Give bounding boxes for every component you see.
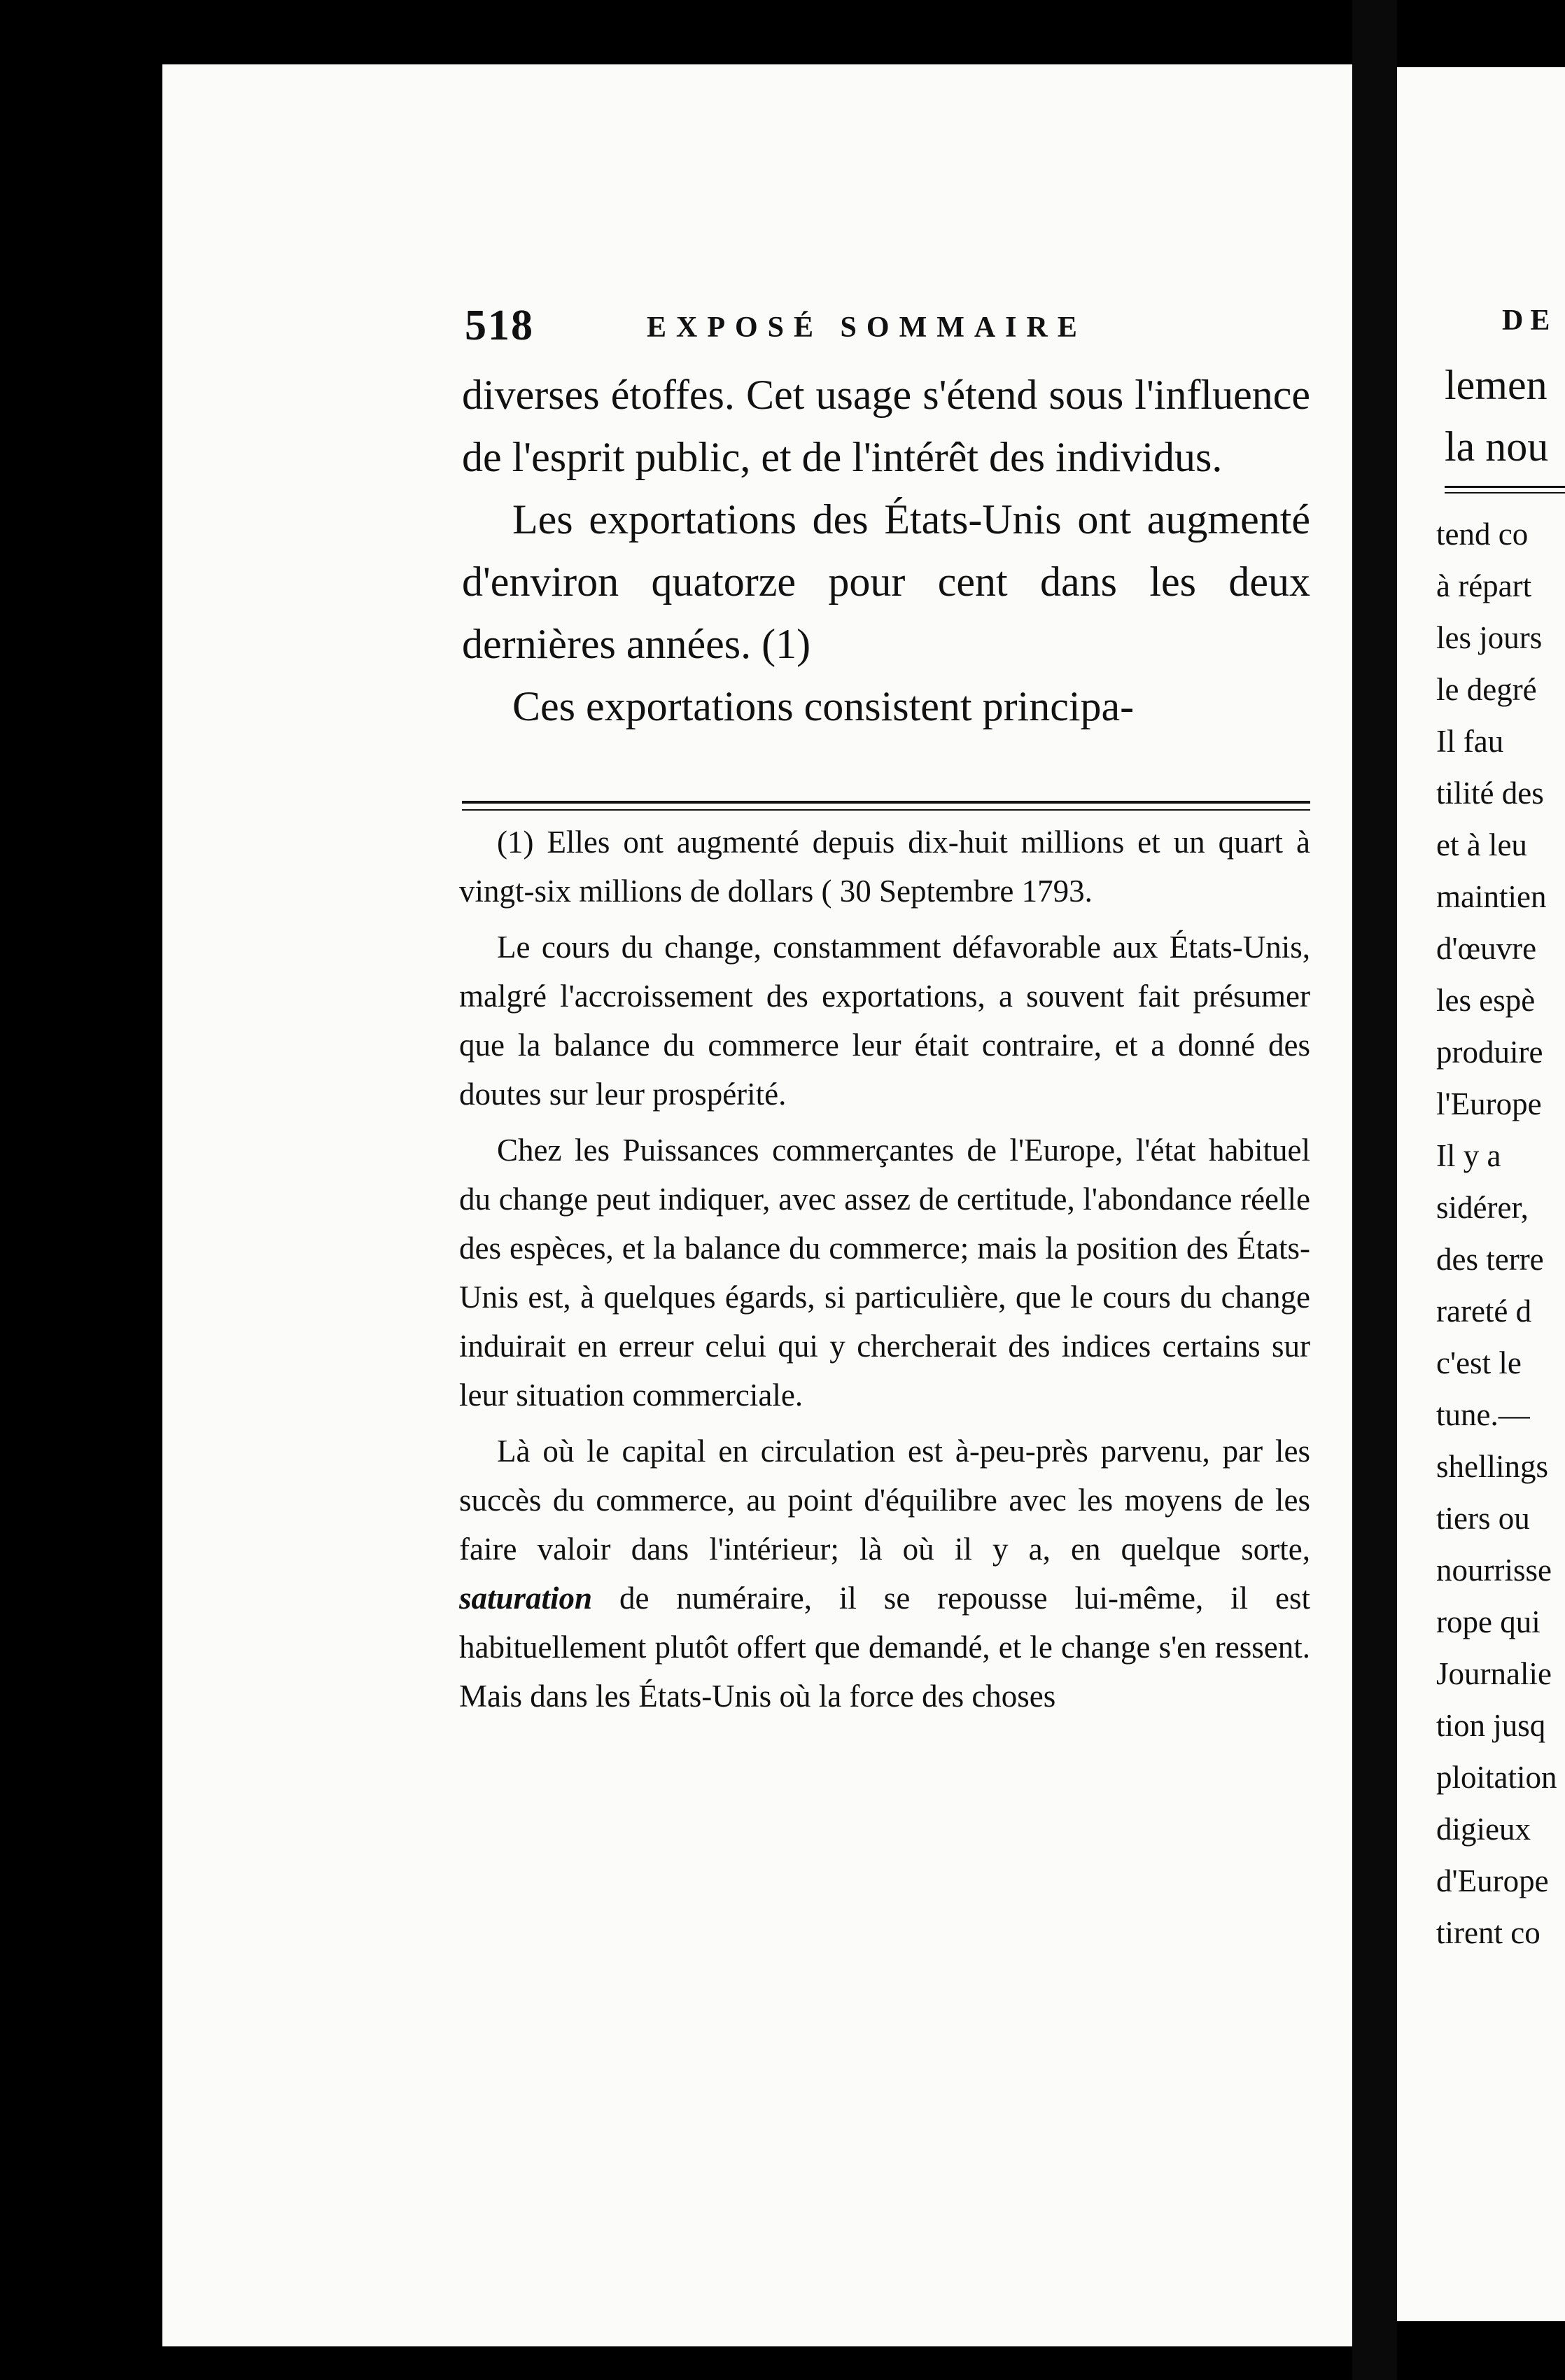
right-footnote-line: l'Europe	[1436, 1086, 1542, 1121]
right-footnote-line: Il fau	[1436, 724, 1504, 759]
right-footnote-line: et à leu	[1436, 827, 1527, 862]
main-text	[462, 364, 1310, 738]
right-footnote-line: tirent co	[1436, 1915, 1541, 1950]
right-body-line: lemen	[1445, 362, 1548, 408]
right-body-text	[1445, 354, 1565, 477]
right-footnote-line: Journalie	[1436, 1656, 1552, 1691]
footnote-paragraph	[459, 1427, 1310, 1721]
right-footnote-line: ploitation	[1436, 1760, 1557, 1795]
running-head: EXPOSÉ SOMMAIRE	[647, 312, 1087, 344]
right-footnote-line: tend co	[1436, 517, 1529, 552]
body-paragraph: Les exportations des États-Unis ont augmenté d'environ quatorze pour cent dans les deux dernières années. (1)	[462, 496, 1310, 667]
right-running-head: DE	[1502, 304, 1557, 337]
right-footnote-line: rope qui	[1436, 1604, 1541, 1639]
right-footnote-line: tion jusq	[1436, 1708, 1546, 1743]
footnote-text: de numéraire, il se repousse lui-même, il est habituellement plutôt offert que demandé, et le change s'en ressent. Mais dans les États-Unis où la force des choses	[459, 1581, 1311, 1714]
body-paragraph: Ces exportations consistent principa-	[512, 683, 1135, 729]
right-footnote-line: c'est le	[1436, 1345, 1522, 1380]
right-footnote-line: les jours	[1436, 620, 1543, 655]
right-footnote-line: à répart	[1436, 568, 1532, 603]
right-footnote-line: le degré	[1436, 672, 1537, 707]
footnote-paragraph: (1) Elles ont augmenté depuis dix-huit millions et un quart à vingt-six millions de dollars ( 30 Septembre 1793.	[459, 825, 1310, 909]
right-footnote-line: d'Europe	[1436, 1863, 1549, 1898]
footnotes	[459, 818, 1310, 1728]
right-footnote-line: rareté d	[1436, 1294, 1532, 1329]
right-footnote-line: maintien	[1436, 879, 1547, 914]
right-footnote-line: les espè	[1436, 983, 1536, 1018]
body-paragraph: diverses étoffes. Cet usage s'étend sous l'influence de l'esprit public, et de l'intérêt des individus.	[462, 372, 1310, 480]
right-footnote-line: tune.—	[1436, 1397, 1530, 1432]
footnote-rule	[462, 801, 1310, 811]
footnote-text: Là où le capital en circulation est à-peu-près parvenu, par les succès du commerce, au point d'équilibre avec les moyens de les faire valoir dans l'intérieur; là où il y a, en quelque sorte,	[459, 1434, 1310, 1567]
right-body-line: la nou	[1445, 424, 1549, 470]
right-footnote-line: shellings	[1436, 1449, 1549, 1484]
right-footnote-rule	[1445, 486, 1565, 493]
page-number: 518	[465, 302, 534, 349]
footnote-paragraph: Le cours du change, constamment défavorable aux États-Unis, malgré l'accroissement des exportations, a souvent fait présumer que la balance du commerce leur était contraire, et a donné des doutes sur leur prospérité.	[459, 930, 1310, 1112]
emphasized-word: saturation	[459, 1581, 593, 1616]
right-footnote-line: des terre	[1436, 1242, 1544, 1277]
right-footnotes	[1436, 508, 1565, 1959]
right-footnote-line: tiers ou	[1436, 1501, 1530, 1536]
footnote-paragraph: Chez les Puissances commerçantes de l'Europe, l'état habituel du change peut indiquer, avec assez de certitude, l'abondance réelle des espèces, et la balance du commerce; mais la position des États-Unis est, à quelques égards, si particulière, que le cours du change induirait en erreur celui qui y chercherait des indices certains sur leur situation commerciale.	[459, 1133, 1310, 1413]
right-page	[1397, 67, 1565, 2321]
right-footnote-line: nourrisse	[1436, 1553, 1552, 1588]
right-footnote-line: tilité des	[1436, 776, 1544, 811]
right-footnote-line: digieux	[1436, 1812, 1531, 1847]
page-header	[465, 301, 1309, 350]
right-footnote-line: Il y a	[1436, 1138, 1501, 1173]
right-footnote-line: sidérer,	[1436, 1190, 1529, 1225]
book-gutter	[1352, 0, 1397, 2380]
right-footnote-line: d'œuvre	[1436, 931, 1537, 966]
right-footnote-line: produire	[1436, 1035, 1543, 1070]
